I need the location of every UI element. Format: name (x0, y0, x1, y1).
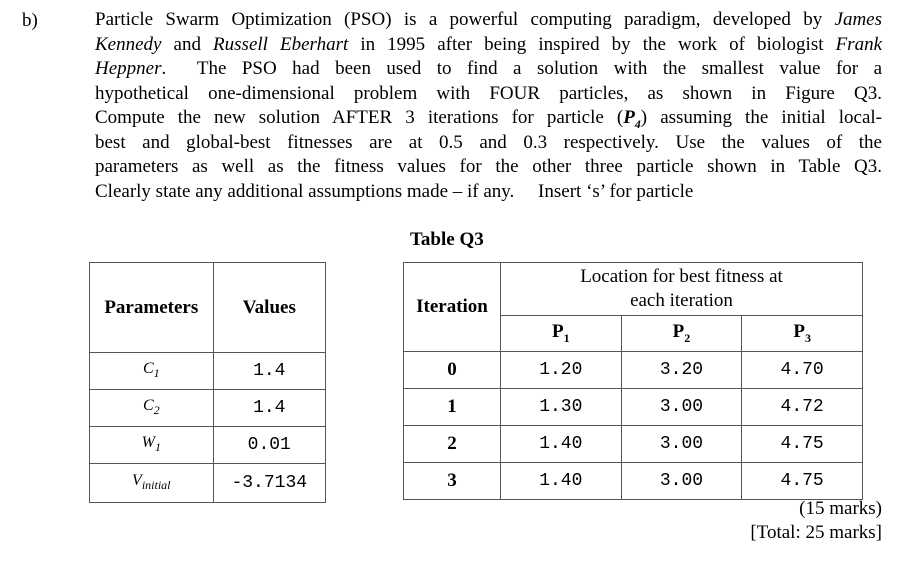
location-value: 4.75 (742, 426, 863, 463)
question-line-1: Particle Swarm Optimization (PSO) is a powerful computing paradigm, developed by James (95, 9, 882, 30)
question-line-2: Kennedy and Russell Eberhart in 1995 after being inspired by the work of biologist Frank (95, 33, 882, 55)
iteration-number: 3 (404, 463, 501, 500)
iteration-row (404, 463, 863, 500)
parameter-value: 0.01 (213, 427, 325, 464)
question-line-7: parameters as well as the fitness values for the other three particle shown in Table Q3. (95, 156, 882, 177)
question-marks: (15 marks) (799, 498, 882, 519)
parameters-header: Parameters (90, 263, 214, 353)
particle-header: $P_2$ (621, 316, 742, 352)
p4-particle: P (623, 107, 635, 128)
particle-header: $P_3$ (742, 316, 863, 352)
parameter-value: 1.4 (213, 390, 325, 427)
parameter-row (90, 353, 326, 390)
parameter-name: $C_2$ (90, 390, 214, 427)
parameters-header-row (90, 263, 326, 353)
location-value: 3.00 (621, 389, 742, 426)
question-line-8: Clearly state any additional assumptions made – if any. Insert ‘s’ for particle (95, 180, 694, 202)
p4-subscript: 4 (634, 116, 641, 131)
location-value: 4.72 (742, 389, 863, 426)
location-table (403, 262, 863, 500)
location-value: 1.40 (501, 426, 622, 463)
question-line-4: hypothetical one-dimensional problem with FOUR particles, as shown in Figure Q3. (95, 82, 882, 104)
parameter-row (90, 464, 326, 503)
location-value: 1.40 (501, 463, 622, 500)
iteration-number: 1 (404, 389, 501, 426)
iteration-row (404, 426, 863, 463)
location-value: 4.70 (742, 352, 863, 389)
particle-header: $P_1$ (501, 316, 622, 352)
iteration-row (404, 352, 863, 389)
iteration-header: Iteration (404, 263, 501, 352)
location-value: 3.00 (621, 426, 742, 463)
question-line-5: Compute the new solution AFTER 3 iterations for particle $(P_4)$ assuming the initial local- (95, 107, 882, 131)
parameter-name: $C_1$ (90, 353, 214, 390)
question-line-3: Heppner. The PSO had been used to find a solution with the smallest value for a (95, 58, 882, 79)
parameter-name: $V_{initial}$ (90, 464, 214, 503)
location-header-row (404, 263, 863, 316)
iteration-number: 0 (404, 352, 501, 389)
location-value: 1.30 (501, 389, 622, 426)
parameter-row (90, 390, 326, 427)
question-text (95, 8, 882, 204)
iteration-number: 2 (404, 426, 501, 463)
parameter-row (90, 427, 326, 464)
total-marks: [Total: 25 marks] (750, 522, 882, 543)
location-value: 4.75 (742, 463, 863, 500)
question-line-6: best and global-best fitnesses are at 0.5 and 0.3 respectively. Use the values of the (95, 131, 882, 153)
values-header: Values (213, 263, 325, 353)
parameter-value: 1.4 (213, 353, 325, 390)
parameter-value: -3.7134 (213, 464, 325, 503)
marks-block (750, 497, 882, 545)
question-label: b) (22, 10, 38, 31)
location-header: Location for best fitness at each iteration (501, 263, 863, 316)
location-value: 3.00 (621, 463, 742, 500)
location-value: 3.20 (621, 352, 742, 389)
parameters-table (89, 262, 326, 503)
parameter-name: $W_1$ (90, 427, 214, 464)
iteration-row (404, 389, 863, 426)
location-value: 1.20 (501, 352, 622, 389)
